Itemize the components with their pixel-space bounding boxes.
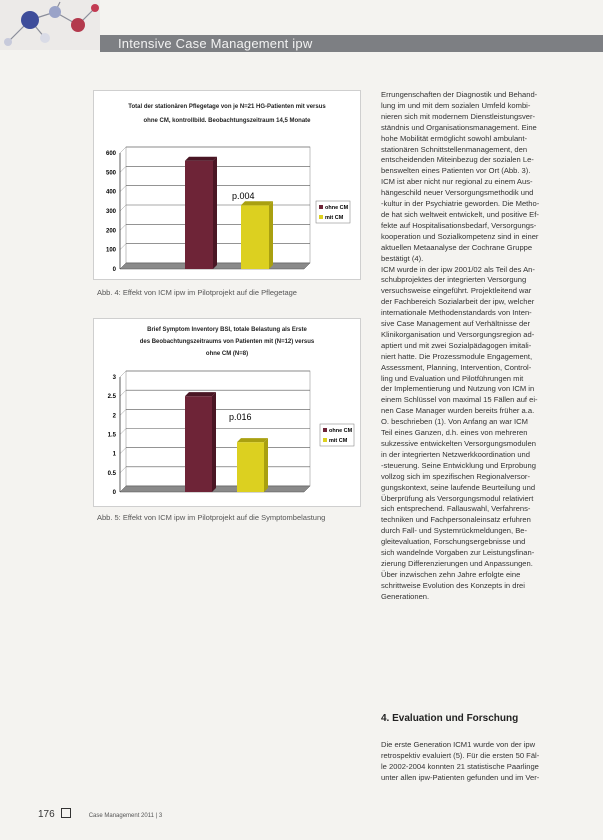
text-line: vollzog sich im spezifischen Regionalversor- [381, 471, 530, 481]
gridline [120, 244, 126, 250]
text-line: nieren sich mit modernem Dienstleistungsver- [381, 111, 536, 121]
text-line: Teil eines Ganzen, d.h. eines von mehreren [381, 428, 528, 438]
text-line: fekte auf Hospitalisationsbedarf, Versorgungs- [381, 220, 537, 230]
bar-top [185, 157, 217, 161]
text-line: sukzessive entwickelten Versorgungsmodulen [381, 439, 536, 448]
p-value-label: p.016 [229, 412, 252, 422]
text-line: sive Case Management auf Verhältnisse der [381, 319, 531, 329]
text-line: benswelten eines Patienten vor Ort (Abb. 3). [381, 166, 531, 176]
p-value-label: p.004 [232, 191, 255, 201]
y-tick-label: 3 [112, 375, 116, 381]
text-line: unter allen ipw-Patienten gefunden und im Ver- [381, 772, 540, 782]
text-line: retrospektiv evaluiert (5). Für die ersten 50 Fäl- [381, 750, 540, 760]
text-line: O. beschrieben (1). Von Anfang an war ICM [381, 417, 528, 427]
bar-ohne-cm [185, 396, 212, 492]
figure-symptombelastung [93, 318, 361, 507]
text-line: -steuerung. Seine Entwicklung und Erprobung [381, 460, 536, 470]
body-text-column [381, 90, 569, 603]
y-tick-label: 2.5 [107, 394, 116, 401]
text-line: ling und Evaluation und Pilotführungen mit [381, 373, 524, 383]
text-line: internationale Methodenstandards von Inten- [381, 308, 532, 318]
y-tick-label: 500 [105, 170, 116, 177]
text-line: schrittweise Evolution des Konzepts in drei [381, 580, 525, 590]
y-tick-label: 200 [105, 228, 116, 235]
section-heading: 4. Evaluation und Forschung [381, 713, 519, 724]
bar-mit-cm [241, 205, 269, 269]
text-line: bestätigt (4). [381, 253, 424, 263]
text-line: schubprojektes der integrierten Versorgung [381, 275, 527, 285]
gridline [120, 166, 126, 172]
text-line: sich entsprechend. Fallauswahl, Verfahrens- [381, 504, 531, 514]
text-line: aktuellen Metaanalyse der Cochrane Gruppe [381, 242, 533, 252]
y-tick-label: 400 [105, 189, 116, 196]
text-line: gungskontext, seine laufende Beurteilung und [381, 482, 536, 492]
text-line: hohe Mobilität ermöglicht sowohl ambulant- [381, 133, 528, 143]
text-line: einem Schlüssel von maximal 15 Fällen auf ei- [381, 395, 538, 405]
gridline [120, 409, 126, 415]
section-header-bar [100, 35, 603, 52]
text-line: hängeschild neuer Versorgungsmethodik und [381, 188, 534, 198]
gridline [120, 205, 126, 211]
text-line: Über inzwischen zehn Jahre erfolgte eine [381, 569, 521, 579]
text-line: in der integrierten Netzwerkkoordination und [381, 449, 531, 459]
page-number: 176 [38, 809, 55, 820]
text-line: aptiert und mit zwei Sozialpädagogen imitali- [381, 340, 532, 350]
y-tick-label: 300 [105, 209, 116, 215]
y-tick-label: 0 [112, 267, 116, 273]
bar-top [185, 392, 216, 396]
text-line: -kultur in der Psychiatrie geworden. Die Metho- [381, 199, 540, 209]
bar-top [237, 438, 268, 442]
text-line: ICM ist aber nicht nur regional zu einem Aus- [381, 177, 533, 187]
legend-swatch [323, 428, 327, 432]
y-tick-label: 600 [105, 151, 116, 157]
y-tick-label: 1.5 [107, 432, 116, 439]
bar-chart-symptombelastung [94, 319, 360, 506]
gridline [120, 390, 126, 396]
text-line: ICM wurde in der ipw 2001/02 als Teil des An- [381, 264, 535, 274]
text-line: sich wandelnde Vorgaben zur Leistungsfinan- [381, 548, 535, 558]
figure-title-line: Total der stationären Pflegetage von je N=21 HG-Patienten mit versus [128, 104, 326, 110]
text-line: le 2002-2004 konnten 21 statistische Paarlinge [381, 761, 539, 771]
legend-swatch [319, 215, 323, 219]
text-line: Assessment, Planning, Intervention, Control- [381, 362, 532, 372]
text-line: Die erste Generation ICM1 wurde von der ipw [381, 740, 536, 749]
page-footer [38, 808, 162, 820]
bar-side [264, 438, 268, 492]
bar-side [212, 392, 216, 492]
legend-label: ohne CM [329, 428, 353, 434]
text-line: versuchsweise eingeführt. Projektleitend war [381, 286, 532, 296]
figure-title-line: des Beobachtungszeitraums von Patienten mit (N=12) versus [139, 339, 315, 345]
gridline [120, 448, 126, 454]
text-line: stationären Schnittstellenmanagement, den [381, 144, 528, 154]
y-tick-label: 0.5 [107, 470, 116, 477]
journal-name: Case Management 2011 | 3 [88, 813, 163, 819]
text-line: de hat sich weltweit entwickelt, und positive Ef- [381, 209, 539, 219]
text-line: ständnis und Organisationsmanagement. Eine [381, 122, 537, 132]
text-line: kooperation und Sozialkompetenz sind in einer [381, 231, 539, 241]
gridline [120, 147, 126, 153]
figure-title-line: ohne CM (N=8) [205, 351, 249, 357]
text-line: nen Case Manager wurden bereits früher a.a. [381, 406, 535, 416]
figure-title-line: ohne CM, kontrollbild. Beobachtungszeitraum 14,5 Monate [143, 118, 311, 124]
figure-pflegetage [93, 90, 361, 280]
bar-chart-pflegetage [94, 91, 360, 279]
text-line: gleitevaluation, Forschungsergebnisse und [381, 537, 526, 547]
section-title: Intensive Case Management ipw [118, 36, 313, 51]
text-line: entscheidenden Miteinbezug der sozialen Le- [381, 155, 534, 165]
bar-ohne-cm [185, 161, 213, 269]
legend-swatch [319, 205, 323, 209]
legend-label: mit CM [325, 215, 344, 221]
y-tick-label: 1 [112, 451, 116, 458]
square-icon [61, 808, 71, 818]
text-line: Klinikorganisation und Versorgungsregion ad- [381, 329, 535, 339]
bar-side [213, 157, 217, 269]
bar-mit-cm [237, 442, 264, 492]
molecule-logo [0, 0, 100, 50]
text-line: niert hatte. Die Prozessmodule Engagement, [381, 351, 533, 361]
gridline [120, 467, 126, 473]
text-line: zierung Differenzierungen und Anpassungen. [381, 558, 533, 568]
figure-title-line: Brief Symptom Inventory BSI, totale Belastung als Erste [147, 327, 307, 333]
y-tick-label: 0 [112, 490, 116, 496]
text-line: durch Fall- und Systemrückmeldungen, Be- [381, 526, 528, 536]
legend-swatch [323, 438, 327, 442]
body-text-column-continued [381, 740, 569, 784]
legend-label: ohne CM [325, 205, 349, 211]
text-line: der Fachbereich Sozialarbeit der ipw, welcher [381, 297, 535, 307]
legend-label: mit CM [329, 438, 348, 444]
gridline [120, 371, 126, 377]
text-line: Errungenschaften der Diagnostik und Behand- [381, 90, 538, 99]
figure-caption: Abb. 5: Effekt von ICM ipw im Pilotprojekt auf die Symptombelastung [97, 513, 326, 522]
y-tick-label: 2 [112, 413, 116, 420]
figure-caption: Abb. 4: Effekt von ICM ipw im Pilotprojekt auf die Pflegetage [97, 288, 297, 297]
gridline [120, 186, 126, 192]
bar-top [241, 201, 273, 205]
text-line: der Implementierung und Nutzung von ICM in [381, 384, 535, 394]
gridline [120, 224, 126, 230]
gridline [120, 429, 126, 435]
text-line: Generationen. [381, 591, 430, 601]
text-line: lung im und mit dem sozialen Umfeld kombi- [381, 100, 531, 110]
bar-side [269, 201, 273, 269]
text-line: Überprüfung als Versorgungsmodul relativiert [381, 493, 534, 503]
text-line: techniken und Fachpersonaleinsatz erfuhren [381, 515, 531, 525]
y-tick-label: 100 [105, 247, 116, 254]
